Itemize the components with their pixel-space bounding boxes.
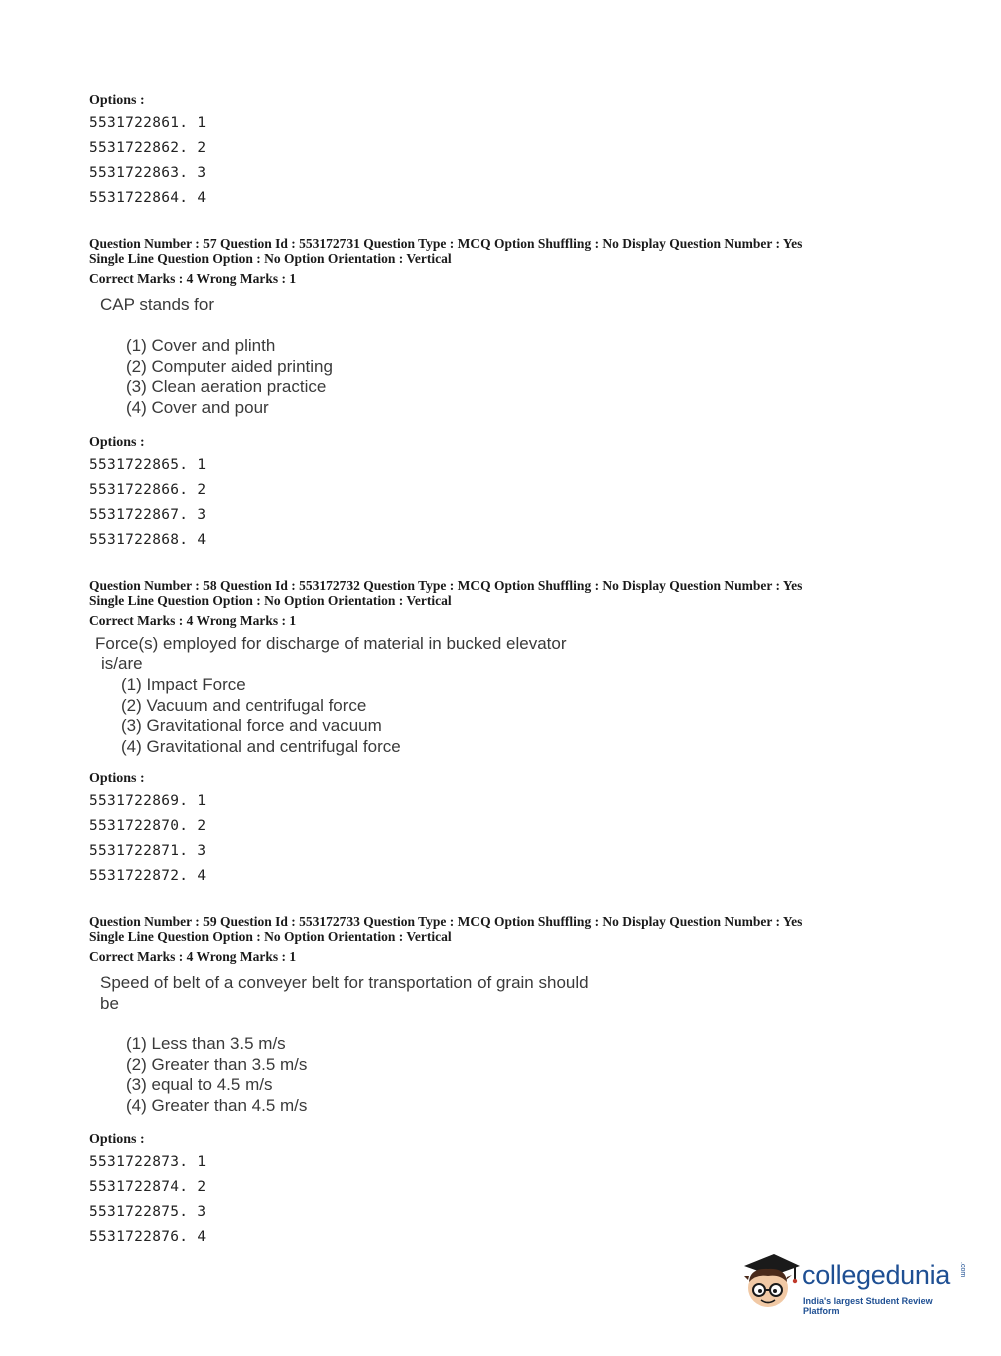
question-meta: Question Number : 58 Question Id : 553172732 Question Type : MCQ Option Shuffling : No Display Question Number : Yes bbox=[89, 578, 803, 593]
question-choices bbox=[126, 1034, 307, 1116]
question-stem: Force(s) employed for discharge of material in bucked elevator bbox=[95, 634, 567, 653]
option-line: 5531722875. 3 bbox=[89, 1204, 207, 1220]
question-orientation: Single Line Question Option : No Option Orientation : Vertical bbox=[89, 929, 452, 944]
logo-domain: .com bbox=[959, 1262, 966, 1278]
option-line: 5531722869. 1 bbox=[89, 793, 207, 809]
question-stem-continued: be bbox=[100, 994, 119, 1013]
logo-tagline: India's largest Student Review Platform bbox=[803, 1296, 933, 1316]
option-line: 5531722871. 3 bbox=[89, 843, 207, 859]
options-block-q56 bbox=[89, 92, 206, 211]
choice-item: (1) Impact Force bbox=[121, 675, 246, 694]
question-57 bbox=[89, 236, 969, 286]
question-choices bbox=[126, 336, 333, 418]
question-orientation: Single Line Question Option : No Option Orientation : Vertical bbox=[89, 593, 452, 608]
question-59 bbox=[89, 914, 969, 964]
logo-wordmark: collegedunia bbox=[802, 1260, 951, 1290]
question-meta: Question Number : 59 Question Id : 553172733 Question Type : MCQ Option Shuffling : No Display Question Number : Yes bbox=[89, 914, 803, 929]
options-heading: Options : bbox=[89, 435, 145, 450]
question-marks: Correct Marks : 4 Wrong Marks : 1 bbox=[89, 949, 297, 964]
choice-item: (3) Clean aeration practice bbox=[126, 377, 327, 396]
question-orientation: Single Line Question Option : No Option Orientation : Vertical bbox=[89, 251, 452, 266]
options-heading: Options : bbox=[89, 771, 145, 786]
options-heading: Options : bbox=[89, 93, 145, 108]
choice-item: (1) Cover and plinth bbox=[126, 336, 276, 355]
option-line: 5531722867. 3 bbox=[89, 507, 207, 523]
option-line: 5531722866. 2 bbox=[89, 482, 207, 498]
option-line: 5531722872. 4 bbox=[89, 868, 207, 884]
options-block-q57 bbox=[89, 434, 206, 553]
option-line: 5531722870. 2 bbox=[89, 818, 207, 834]
question-stem-continued: is/are bbox=[101, 654, 143, 673]
choice-item: (1) Less than 3.5 m/s bbox=[126, 1034, 286, 1053]
choice-item: (4) Greater than 4.5 m/s bbox=[126, 1095, 308, 1115]
question-choices bbox=[121, 675, 401, 757]
choice-item: (2) Greater than 3.5 m/s bbox=[126, 1054, 308, 1074]
options-heading: Options : bbox=[89, 1132, 145, 1147]
question-marks: Correct Marks : 4 Wrong Marks : 1 bbox=[89, 271, 297, 286]
question-meta: Question Number : 57 Question Id : 553172731 Question Type : MCQ Option Shuffling : No Display Question Number : Yes bbox=[89, 236, 803, 251]
choice-item: (3) Gravitational force and vacuum bbox=[121, 716, 382, 735]
question-marks: Correct Marks : 4 Wrong Marks : 1 bbox=[89, 613, 297, 628]
option-line: 5531722876. 4 bbox=[89, 1229, 207, 1245]
choice-item: (2) Vacuum and centrifugal force bbox=[121, 695, 367, 715]
option-line: 5531722874. 2 bbox=[89, 1179, 207, 1195]
question-stem: Speed of belt of a conveyer belt for transportation of grain should bbox=[100, 973, 589, 992]
options-block-q59 bbox=[89, 1131, 206, 1250]
choice-item: (2) Computer aided printing bbox=[126, 356, 333, 376]
choice-item: (4) Cover and pour bbox=[126, 397, 269, 417]
choice-item: (3) equal to 4.5 m/s bbox=[126, 1075, 273, 1094]
option-line: 5531722868. 4 bbox=[89, 532, 207, 548]
mascot-icon bbox=[740, 1248, 802, 1314]
choice-item: (4) Gravitational and centrifugal force bbox=[121, 736, 401, 756]
option-line: 5531722873. 1 bbox=[89, 1154, 207, 1170]
question-58 bbox=[89, 578, 969, 628]
options-block-q58 bbox=[89, 770, 206, 889]
option-line: 5531722864. 4 bbox=[89, 190, 207, 206]
option-line: 5531722865. 1 bbox=[89, 457, 207, 473]
question-stem: CAP stands for bbox=[100, 295, 215, 314]
option-line: 5531722861. 1 bbox=[89, 115, 207, 131]
collegedunia-logo bbox=[740, 1248, 970, 1314]
option-line: 5531722862. 2 bbox=[89, 140, 207, 156]
option-line: 5531722863. 3 bbox=[89, 165, 207, 181]
